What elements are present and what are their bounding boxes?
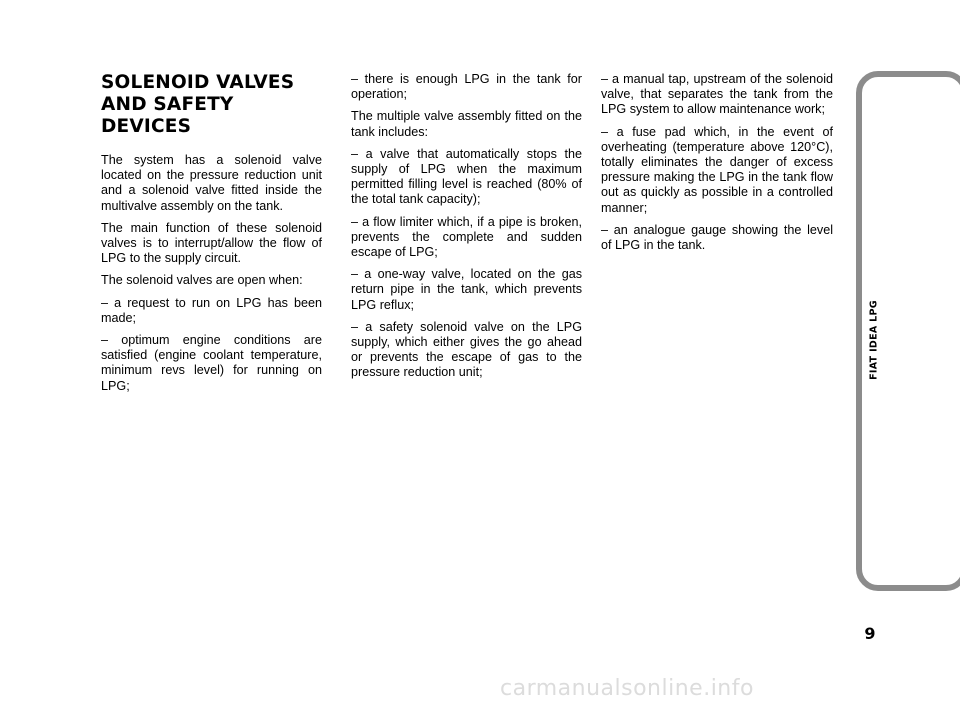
- paragraph: The solenoid valves are open when:: [101, 273, 303, 288]
- page-number: 9: [864, 624, 876, 643]
- column-1: [101, 72, 322, 401]
- column-2: [351, 72, 582, 388]
- list-item: – optimum engine conditions are satisfied (engine coolant temperature, minimum revs level) for running on LPG;: [101, 333, 322, 393]
- list-item: – a one-way valve, located on the gas return pipe in the tank, which prevents LPG reflux;: [351, 267, 582, 312]
- list-item: – a fuse pad which, in the event of overheating (temperature above 120°C), totally eliminates the danger of excess pressure making the LPG in the tank flow out as quickly as possible in a controlled manner;: [601, 124, 833, 215]
- list-item: – a flow limiter which, if a pipe is broken, prevents the complete and sudden escape of LPG;: [351, 214, 582, 260]
- paragraph: The system has a solenoid valve located on the pressure reduction unit and a solenoid valve fitted inside the multivalve assembly on the tank.: [101, 153, 322, 213]
- column-3: [601, 72, 833, 260]
- list-item: – there is enough LPG in the tank for operation;: [351, 72, 582, 102]
- watermark: carmanualsonline.info: [500, 676, 754, 701]
- paragraph: The main function of these solenoid valves is to interrupt/allow the flow of LPG to the supply circuit.: [101, 220, 322, 266]
- section-title-line-1: SOLENOID VALVES: [101, 72, 295, 93]
- list-item: – a manual tap, upstream of the solenoid valve, that separates the tank from the LPG system to allow maintenance work;: [601, 72, 833, 117]
- side-tab-label: FIAT IDEA LPG: [868, 300, 880, 380]
- paragraph: The multiple valve assembly fitted on the tank includes:: [351, 109, 582, 139]
- list-item: – a safety solenoid valve on the LPG supply, which either gives the go ahead or prevents the escape of gas to the pressure reduction unit;: [351, 319, 582, 380]
- list-item: – a valve that automatically stops the supply of LPG when the maximum permitted filling level is reached (80% of the total tank capacity);: [351, 146, 582, 207]
- section-title-line-2: AND SAFETY DEVICES: [101, 94, 234, 137]
- section-title: [101, 72, 322, 138]
- list-item: – an analogue gauge showing the level of LPG in the tank.: [601, 222, 833, 253]
- list-item: – a request to run on LPG has been made;: [101, 295, 322, 325]
